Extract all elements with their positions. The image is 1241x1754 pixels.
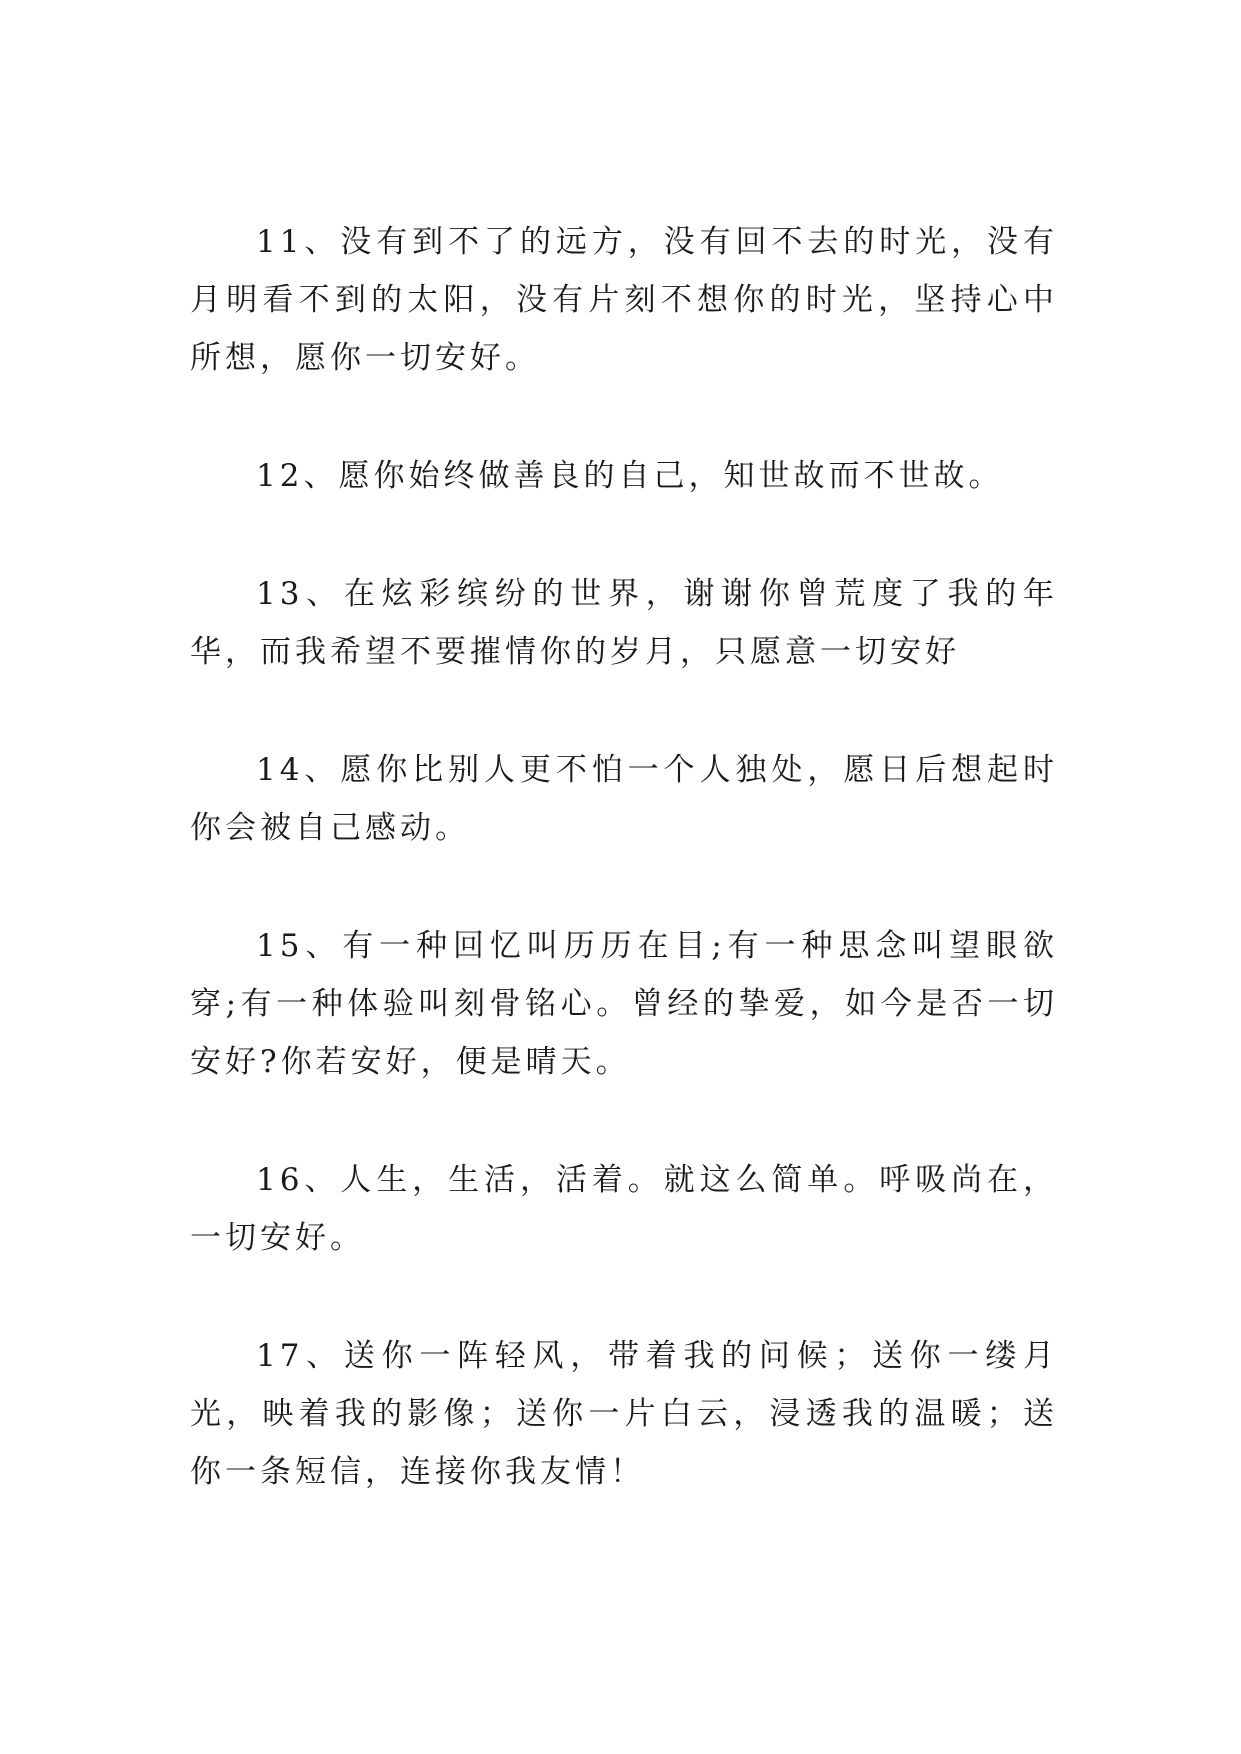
- paragraph-12: 12、愿你始终做善良的自己，知世故而不世故。: [256, 458, 1004, 494]
- paragraph-14: 14、愿你比别人更不怕一个人独处，愿日后想起时你会被自己感动。: [190, 752, 1058, 846]
- paragraph-15: 15、有一种回忆叫历历在目;有一种思念叫望眼欲穿;有一种体验叫刻骨铭心。曾经的挚爱，如今是否一切安好?你若安好，便是晴天。: [190, 928, 1058, 1080]
- paragraph-11: 11、没有到不了的远方，没有回不去的时光，没有月明看不到的太阳，没有片刻不想你的时光，坚持心中所想，愿你一切安好。: [190, 224, 1058, 376]
- document-body: [190, 213, 1058, 1561]
- paragraph-16: 16、人生，生活，活着。就这么简单。呼吸尚在，一切安好。: [190, 1162, 1058, 1256]
- paragraph-17: 17、送你一阵轻风，带着我的问候；送你一缕月光，映着我的影像；送你一片白云，浸透我的温暖；送你一条短信，连接你我友情！: [190, 1338, 1058, 1490]
- paragraph-13: 13、在炫彩缤纷的世界，谢谢你曾荒度了我的年华，而我希望不要摧情你的岁月，只愿意一切安好: [190, 576, 1058, 670]
